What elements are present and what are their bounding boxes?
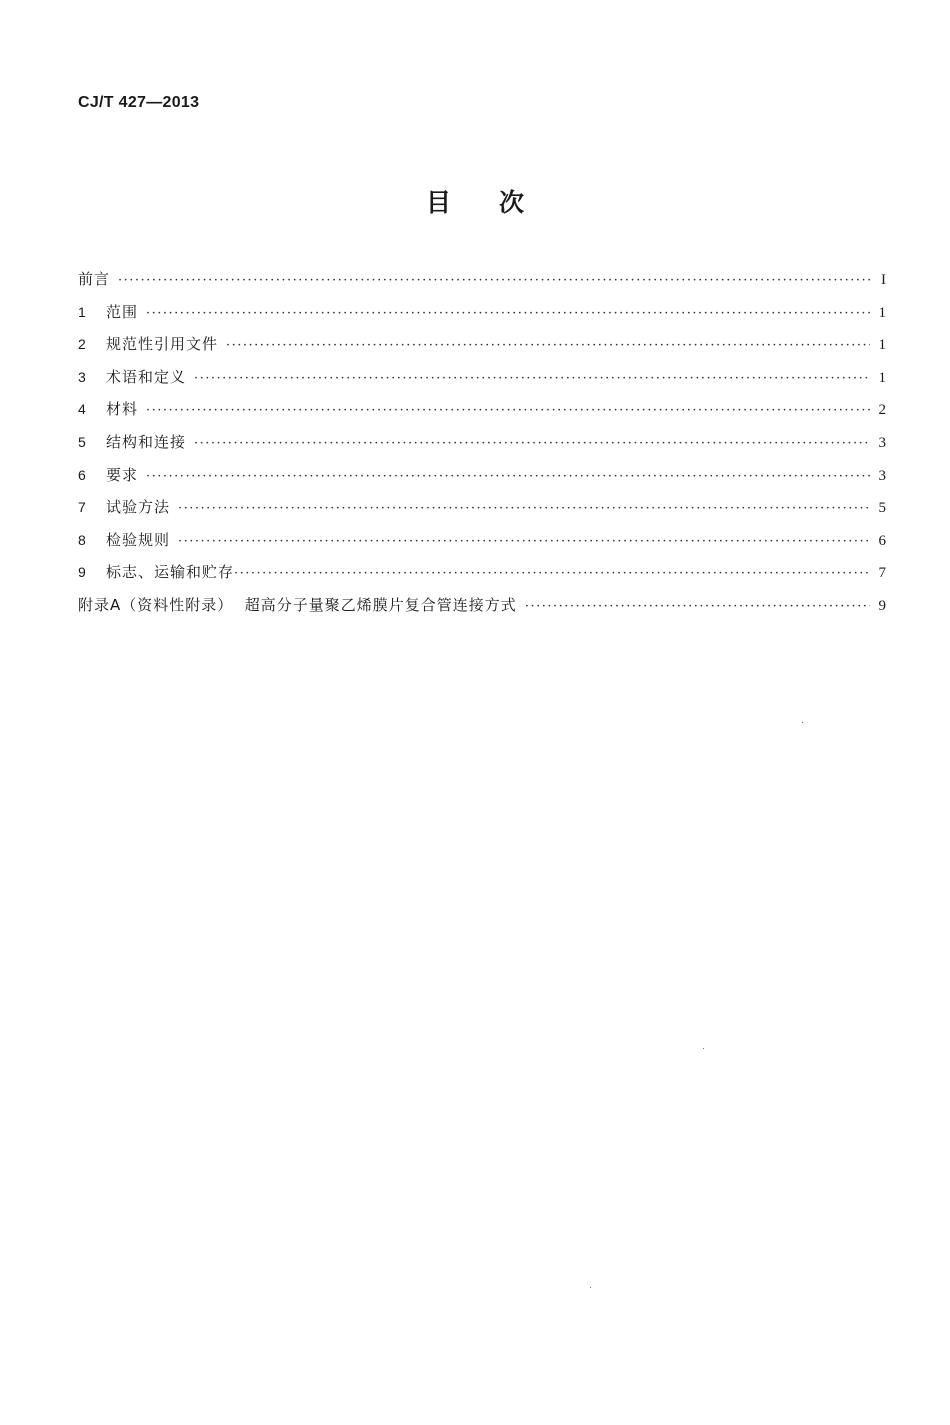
toc-entry-requirements[interactable] [78,464,886,497]
toc-entry-normative-references[interactable] [78,333,886,366]
scan-speck [703,1048,704,1049]
toc-leader-dots [194,436,870,451]
toc-entry-label: 范围 [106,302,139,321]
toc-entry-structure-connection[interactable] [78,431,886,464]
toc-entry-label: 标志、运输和贮存 [106,563,235,582]
toc-leader-dots [226,338,870,353]
toc-entry-page: I [881,272,886,288]
toc-entry-page: 6 [878,532,886,549]
toc-entry-number: 4 [78,401,86,418]
toc-leader-dots [118,273,870,288]
toc-entry-foreword[interactable] [78,268,886,301]
toc-title: 目次 [425,188,572,217]
toc-entry-terms-definitions[interactable] [78,366,886,399]
toc-entry-label: 结构和连接 [106,432,187,451]
toc-entry-number: 7 [78,499,86,516]
toc-entry-page: 3 [878,467,886,484]
toc-leader-dots [178,534,870,549]
toc-leader-dots [194,371,870,386]
toc-entry-test-methods[interactable] [78,496,886,529]
toc-entry-number: 9 [78,564,86,581]
toc-entry-label: 前言 [78,270,111,288]
toc-leader-dots [146,469,870,484]
toc-entry-scope[interactable] [78,301,886,334]
toc-entry-number: 5 [78,433,86,450]
toc-entry-label: 试验方法 [106,498,171,517]
toc-entry-number: 1 [78,303,86,320]
toc-entry-page: 5 [878,500,886,517]
toc-entry-number: 8 [78,531,86,548]
toc-leader-dots [146,403,870,418]
toc-entry-marking-transport-storage[interactable] [78,561,886,594]
toc-entry-label: 材料 [106,400,139,419]
toc-entry-number: 2 [78,336,86,353]
table-of-contents [78,268,886,627]
toc-entry-label: 检验规则 [106,530,171,549]
toc-entry-materials[interactable] [78,398,886,431]
toc-leader-dots [146,306,870,321]
toc-entry-label: 附录A（资料性附录） 超高分子量聚乙烯膜片复合管连接方式 [78,595,517,614]
toc-entry-number: 3 [78,368,86,385]
scan-speck [802,722,803,723]
toc-entry-page: 1 [878,337,886,354]
document-code: CJ/T 427—2013 [78,94,200,111]
toc-entry-label: 术语和定义 [106,367,187,386]
toc-entry-label: 要求 [106,465,139,484]
toc-leader-dots [178,501,870,516]
toc-leader-dots [234,566,870,581]
toc-entry-label: 规范性引用文件 [106,335,219,354]
toc-entry-inspection-rules[interactable] [78,529,886,562]
toc-entry-page: 7 [878,565,886,582]
toc-entry-page: 1 [878,369,886,386]
scan-speck [590,1287,591,1288]
toc-leader-dots [525,599,870,614]
toc-entry-page: 2 [878,402,886,419]
toc-entry-number: 6 [78,466,86,483]
toc-entry-annex-a[interactable] [78,594,886,627]
toc-entry-page: 3 [878,434,886,451]
toc-entry-page: 9 [878,597,886,614]
toc-entry-page: 1 [878,304,886,321]
